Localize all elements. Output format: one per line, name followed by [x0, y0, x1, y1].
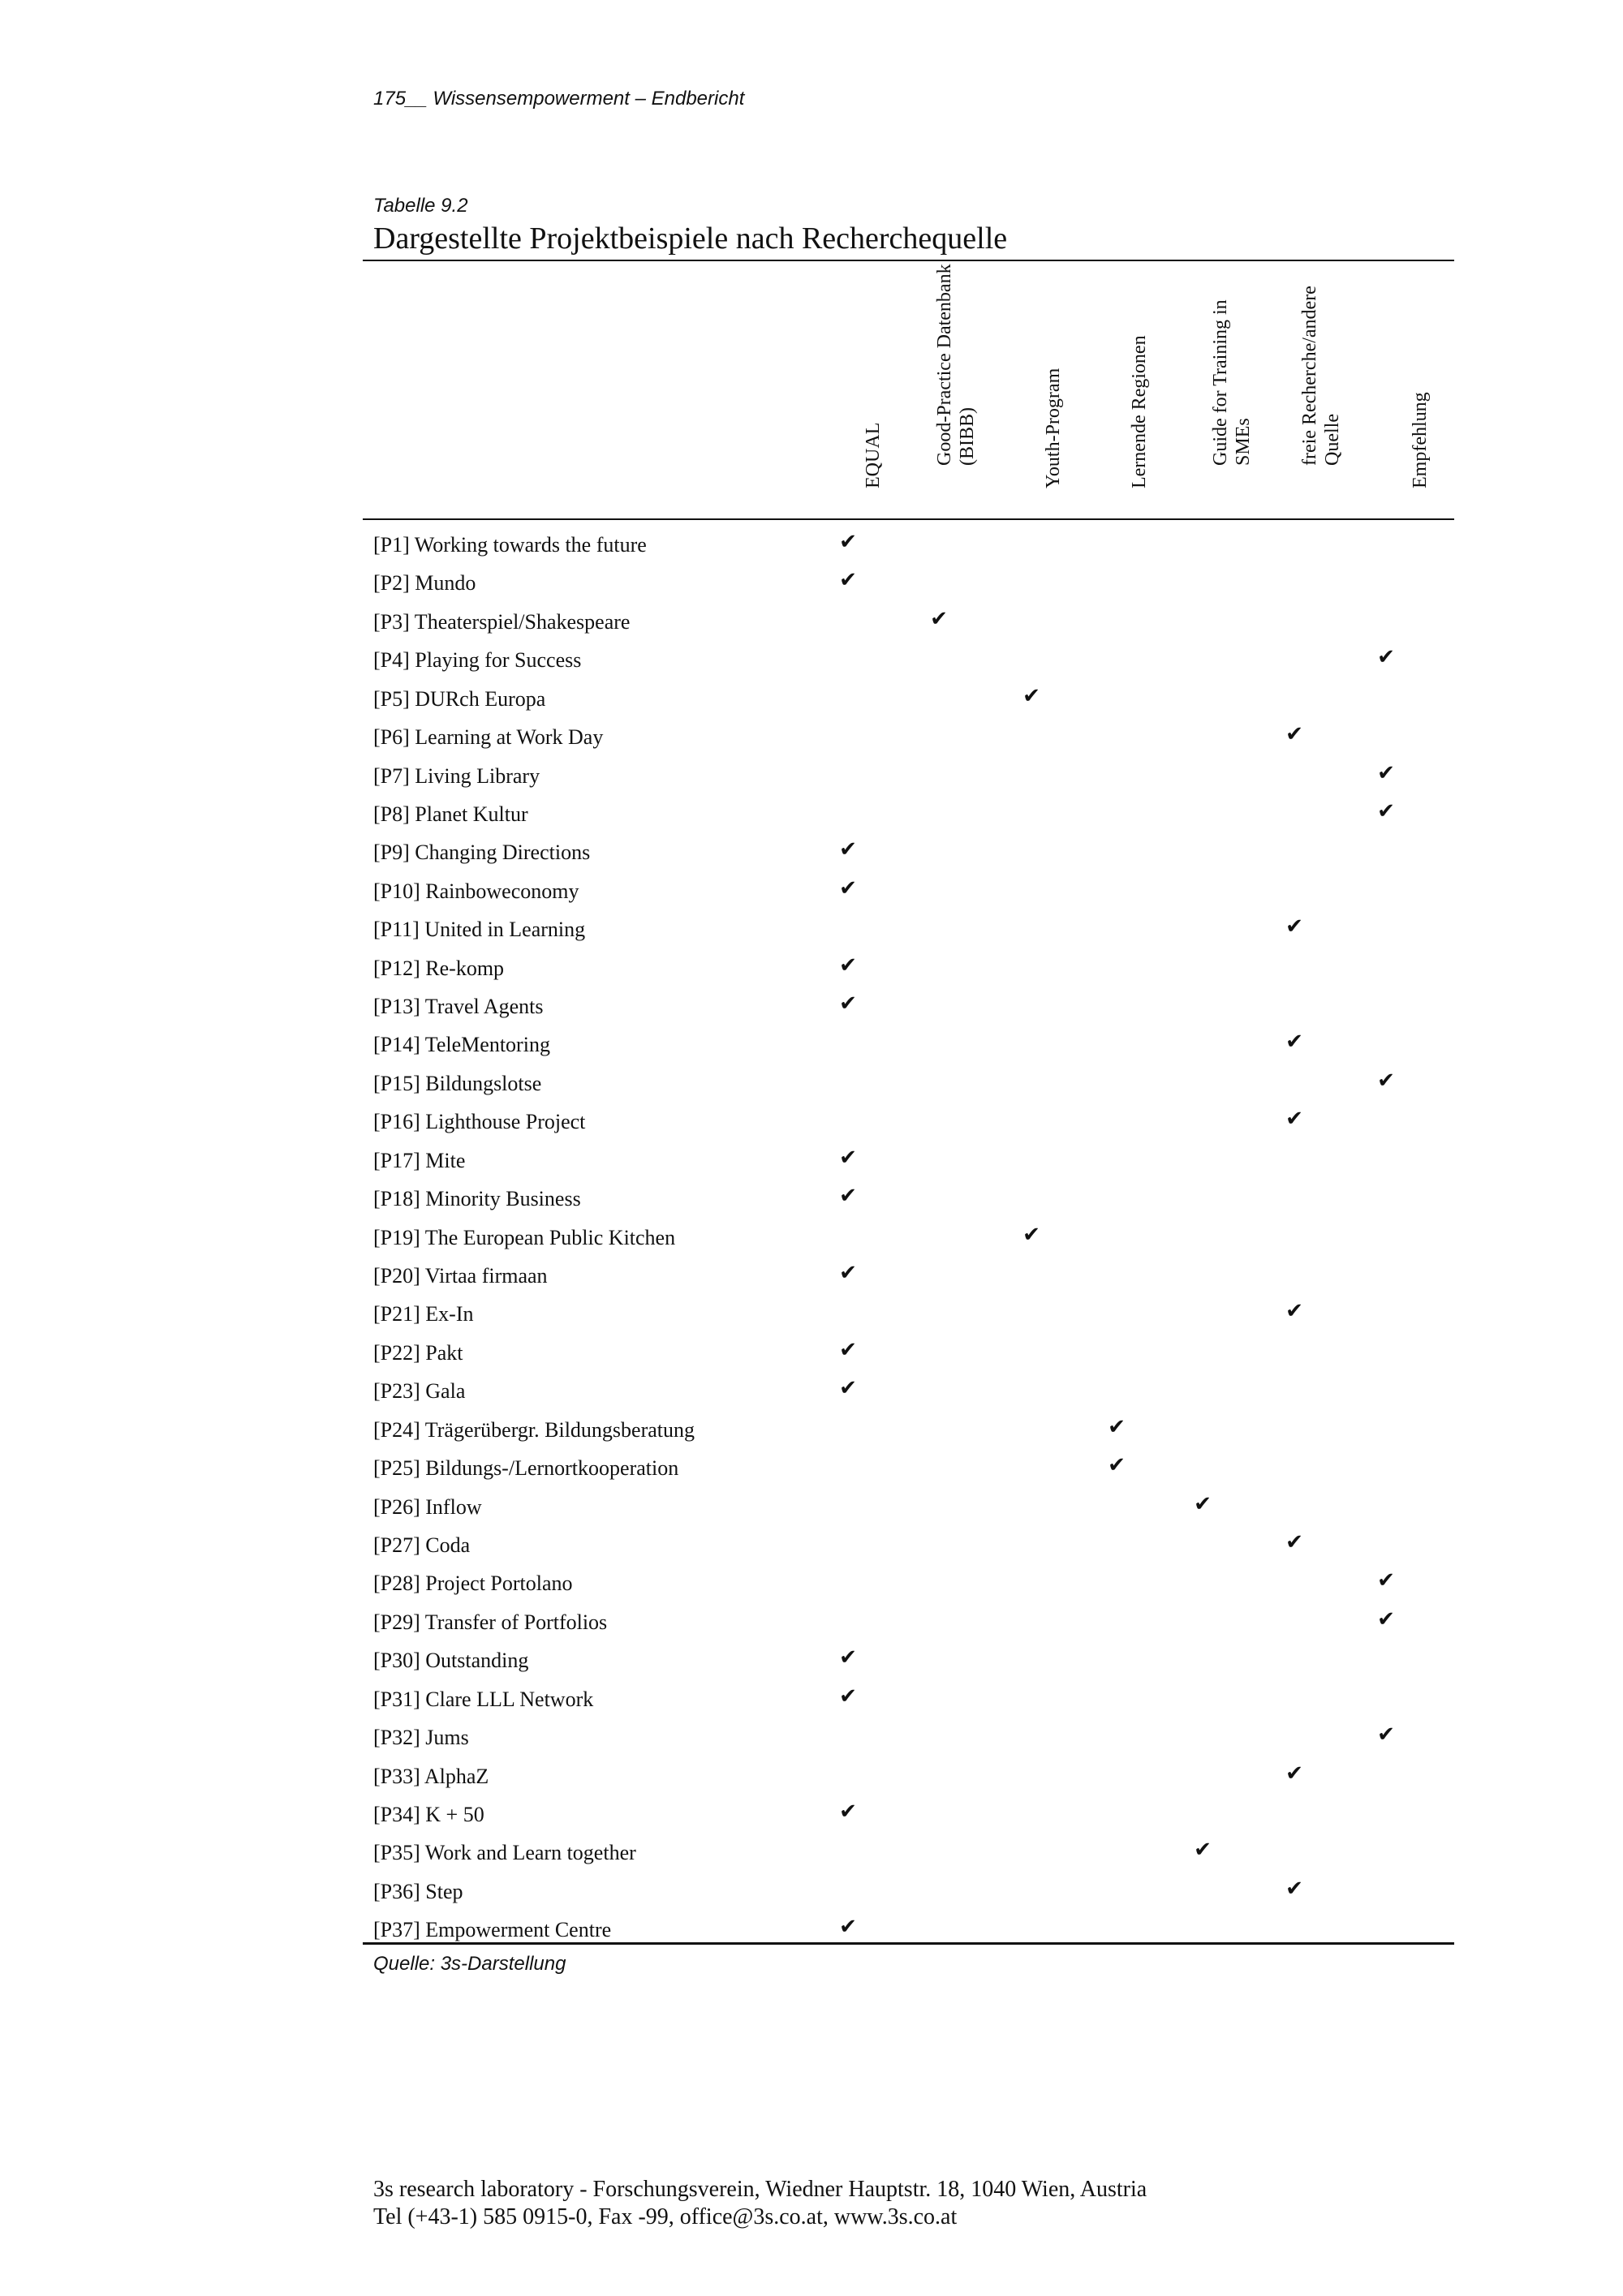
checkmark-icon: ✔	[839, 1683, 857, 1709]
footer-contact: Tel (+43-1) 585 0915-0, Fax -99, office@3s.co.at, www.3s.co.at	[373, 2204, 958, 2229]
table-row	[363, 1564, 1454, 1602]
table-row	[363, 1257, 1454, 1295]
project-label: [P28] Project Portolano	[373, 1572, 573, 1596]
table-body	[363, 526, 1454, 1950]
table-row	[363, 641, 1454, 679]
table-row	[363, 1795, 1454, 1834]
column-header-line: (BIBB)	[957, 407, 978, 466]
column-header-line: Good-Practice Datenbank	[934, 264, 955, 466]
project-label: [P20] Virtaa firmaan	[373, 1264, 548, 1288]
table-top-rule	[363, 260, 1454, 261]
table-row	[363, 1603, 1454, 1641]
checkmark-icon: ✔	[1377, 1068, 1395, 1093]
table-row	[363, 1142, 1454, 1180]
column-header-label	[862, 423, 885, 488]
table-row	[363, 1103, 1454, 1141]
project-label: [P23] Gala	[373, 1379, 466, 1404]
column-header	[1298, 268, 1343, 511]
table-row	[363, 1025, 1454, 1064]
checkmark-icon: ✔	[839, 1337, 857, 1362]
table-row	[363, 1680, 1454, 1718]
table-row	[363, 1064, 1454, 1103]
table-row	[363, 1219, 1454, 1257]
project-label: [P9] Changing Directions	[373, 841, 591, 865]
column-header-line: EQUAL	[863, 422, 884, 488]
project-label: [P14] TeleMentoring	[373, 1033, 550, 1057]
project-label: [P26] Inflow	[373, 1494, 482, 1519]
checkmark-icon: ✔	[1285, 1876, 1303, 1901]
checkmark-icon: ✔	[1377, 760, 1395, 785]
column-header-line: Guide for Training in	[1210, 299, 1231, 466]
checkmark-icon: ✔	[1194, 1491, 1212, 1516]
checkmark-icon: ✔	[1377, 1722, 1395, 1748]
column-header-line: Empfehlung	[1410, 392, 1431, 488]
column-header-line: freie Recherche/andere	[1299, 286, 1320, 466]
project-label: [P17] Mite	[373, 1148, 466, 1172]
table-row	[363, 1718, 1454, 1756]
checkmark-icon: ✔	[1377, 645, 1395, 670]
column-header-label	[1209, 299, 1255, 466]
column-header	[1209, 268, 1254, 511]
page-footer	[373, 2176, 1147, 2231]
project-label: [P1] Working towards the future	[373, 533, 647, 557]
table-bottom-rule	[363, 1942, 1454, 1945]
checkmark-icon: ✔	[1022, 683, 1040, 708]
project-label: [P32] Jums	[373, 1726, 469, 1750]
checkmark-icon: ✔	[839, 568, 857, 593]
project-label: [P24] Trägerübergr. Bildungsberatung	[373, 1417, 695, 1442]
checkmark-icon: ✔	[839, 952, 857, 978]
column-header-label	[1409, 392, 1431, 488]
table-row	[363, 1372, 1454, 1410]
table-header-rule	[363, 518, 1454, 520]
project-label: [P22] Pakt	[373, 1340, 463, 1365]
checkmark-icon: ✔	[839, 1799, 857, 1824]
column-header-line: Lernende Regionen	[1129, 335, 1150, 488]
checkmark-icon: ✔	[1285, 1299, 1303, 1324]
project-label: [P29] Transfer of Portfolios	[373, 1610, 608, 1634]
column-header	[862, 268, 884, 511]
table-row	[363, 833, 1454, 871]
table-source-note: Quelle: 3s-Darstellung	[373, 1953, 566, 1975]
checkmark-icon: ✔	[1285, 1761, 1303, 1786]
checkmark-icon: ✔	[839, 1915, 857, 1940]
project-label: [P33] AlphaZ	[373, 1764, 489, 1788]
project-label: [P25] Bildungs-/Lernortkooperation	[373, 1456, 679, 1481]
table-row	[363, 1641, 1454, 1679]
table-label: Tabelle 9.2	[373, 195, 468, 217]
project-label: [P16] Lighthouse Project	[373, 1110, 586, 1134]
checkmark-icon: ✔	[1285, 1529, 1303, 1554]
checkmark-icon: ✔	[930, 606, 948, 631]
column-header	[1409, 268, 1431, 511]
table-row	[363, 987, 1454, 1025]
project-label: [P6] Learning at Work Day	[373, 725, 604, 750]
table-row	[363, 1488, 1454, 1526]
project-label: [P7] Living Library	[373, 763, 540, 788]
checkmark-icon: ✔	[839, 530, 857, 554]
checkmark-icon: ✔	[839, 991, 857, 1017]
project-label: [P15] Bildungslotse	[373, 1071, 542, 1095]
table-row	[363, 1757, 1454, 1795]
table-row	[363, 526, 1454, 564]
column-header-label	[1128, 335, 1151, 488]
project-label: [P5] DURch Europa	[373, 686, 546, 711]
checkmark-icon: ✔	[839, 1645, 857, 1670]
checkmark-icon: ✔	[1022, 1222, 1040, 1247]
project-label: [P13] Travel Agents	[373, 995, 544, 1019]
project-label: [P36] Step	[373, 1879, 463, 1903]
running-header: 175__ Wissensempowerment – Endbericht	[373, 88, 745, 110]
column-header-line: Quelle	[1322, 414, 1343, 466]
project-label: [P35] Work and Learn together	[373, 1841, 636, 1865]
column-header	[1042, 268, 1064, 511]
checkmark-icon: ✔	[1108, 1414, 1126, 1439]
checkmark-icon: ✔	[1108, 1453, 1126, 1478]
table-row	[363, 603, 1454, 641]
checkmark-icon: ✔	[1377, 1606, 1395, 1632]
table-row	[363, 949, 1454, 987]
column-header	[933, 264, 978, 511]
project-label: [P21] Ex-In	[373, 1302, 474, 1326]
checkmark-icon: ✔	[839, 1145, 857, 1170]
column-header-line: SMEs	[1233, 418, 1254, 466]
column-header-label	[933, 264, 979, 466]
project-label: [P31] Clare LLL Network	[373, 1687, 594, 1711]
table-row	[363, 1295, 1454, 1333]
project-label: [P12] Re-komp	[373, 956, 505, 980]
footer-address: 3s research laboratory - Forschungsverein, Wiedner Hauptstr. 18, 1040 Wien, Austria	[373, 2177, 1147, 2202]
project-label: [P10] Rainboweconomy	[373, 879, 579, 903]
column-header-label	[1042, 368, 1065, 488]
project-label: [P2] Mundo	[373, 571, 476, 595]
project-label: [P30] Outstanding	[373, 1649, 529, 1673]
checkmark-icon: ✔	[1194, 1838, 1212, 1863]
project-label: [P19] The European Public Kitchen	[373, 1225, 676, 1249]
table-row	[363, 1834, 1454, 1872]
table-row	[363, 872, 1454, 910]
project-label: [P27] Coda	[373, 1533, 471, 1557]
table-row	[363, 680, 1454, 718]
column-header-label	[1298, 286, 1344, 466]
checkmark-icon: ✔	[839, 1184, 857, 1209]
project-label: [P11] United in Learning	[373, 918, 586, 942]
table-row	[363, 1180, 1454, 1218]
table-row	[363, 718, 1454, 756]
table-title: Dargestellte Projektbeispiele nach Recherchequelle	[373, 221, 1008, 256]
checkmark-icon: ✔	[1285, 722, 1303, 747]
checkmark-icon: ✔	[1285, 1030, 1303, 1055]
checkmark-icon: ✔	[839, 1261, 857, 1286]
table-row	[363, 1872, 1454, 1911]
checkmark-icon: ✔	[839, 837, 857, 862]
table-row	[363, 1526, 1454, 1564]
table-row	[363, 1334, 1454, 1372]
column-header	[1128, 268, 1150, 511]
checkmark-icon: ✔	[1285, 1107, 1303, 1132]
table-row	[363, 757, 1454, 795]
checkmark-icon: ✔	[1377, 798, 1395, 823]
table-row	[363, 910, 1454, 948]
checkmark-icon: ✔	[1285, 914, 1303, 939]
table-row	[363, 795, 1454, 833]
project-label: [P37] Empowerment Centre	[373, 1918, 612, 1942]
column-header-line: Youth-Program	[1043, 368, 1064, 488]
project-label: [P3] Theaterspiel/Shakespeare	[373, 609, 631, 634]
checkmark-icon: ✔	[839, 875, 857, 901]
project-label: [P34] K + 50	[373, 1802, 484, 1826]
project-label: [P18] Minority Business	[373, 1187, 581, 1211]
checkmark-icon: ✔	[839, 1376, 857, 1401]
project-label: [P4] Playing for Success	[373, 648, 582, 673]
table-row	[363, 1449, 1454, 1487]
table-row	[363, 1411, 1454, 1449]
project-label: [P8] Planet Kultur	[373, 802, 528, 826]
checkmark-icon: ✔	[1377, 1568, 1395, 1593]
table-row	[363, 564, 1454, 602]
